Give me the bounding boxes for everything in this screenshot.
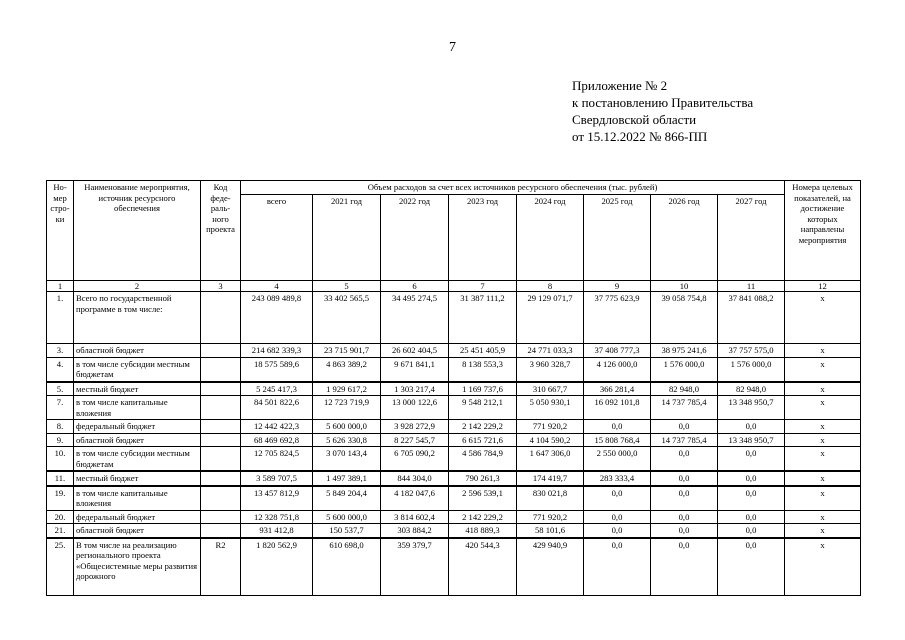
header-volume: Объем расходов за счет всех источников ресурсного обеспечения (тыс. рублей)	[241, 181, 785, 195]
table-row	[47, 447, 861, 472]
row-2022: 844 304,0	[381, 471, 449, 486]
row-number: 25.	[47, 538, 74, 596]
table-row	[47, 382, 861, 396]
appendix-line: от 15.12.2022 № 866-ПП	[572, 129, 708, 144]
row-2026: 1 576 000,0	[651, 357, 718, 382]
row-2024: 830 021,8	[517, 486, 584, 511]
row-2026: 0,0	[651, 524, 718, 538]
row-federal-code	[201, 396, 241, 420]
row-2025: 366 281,4	[584, 382, 651, 396]
row-federal-code	[201, 344, 241, 358]
row-number: 1.	[47, 292, 74, 344]
column-number: 6	[381, 280, 449, 292]
column-number: 11	[718, 280, 785, 292]
header-year: 2024 год	[517, 194, 584, 280]
row-federal-code	[201, 420, 241, 434]
row-2026: 38 975 241,6	[651, 344, 718, 358]
row-name: местный бюджет	[74, 471, 201, 486]
row-total: 13 457 812,9	[241, 486, 313, 511]
row-targets: х	[785, 524, 861, 538]
header-year: 2025 год	[584, 194, 651, 280]
column-number: 10	[651, 280, 718, 292]
row-2025: 15 808 768,4	[584, 433, 651, 447]
row-2022: 26 602 404,5	[381, 344, 449, 358]
header-name: Наименование мероприятия, источник ресурсного обеспечения	[74, 181, 201, 281]
row-2027: 0,0	[718, 420, 785, 434]
row-targets: х	[785, 486, 861, 511]
row-2025: 0,0	[584, 538, 651, 596]
row-federal-code	[201, 382, 241, 396]
table-row	[47, 538, 861, 596]
row-2027: 82 948,0	[718, 382, 785, 396]
row-number: 3.	[47, 344, 74, 358]
row-2022: 4 182 047,6	[381, 486, 449, 511]
row-2026: 39 058 754,8	[651, 292, 718, 344]
row-number: 5.	[47, 382, 74, 396]
row-2027: 0,0	[718, 538, 785, 596]
row-2022: 9 671 841,1	[381, 357, 449, 382]
row-name: в том числе капитальные вложения	[74, 486, 201, 511]
row-name: областной бюджет	[74, 344, 201, 358]
row-targets: х	[785, 292, 861, 344]
row-2021: 12 723 719,9	[313, 396, 381, 420]
row-2024: 1 647 306,0	[517, 447, 584, 472]
header-year: 2023 год	[449, 194, 517, 280]
row-2022: 13 000 122,6	[381, 396, 449, 420]
row-name: в том числе субсидии местным бюджетам	[74, 357, 201, 382]
row-name: местный бюджет	[74, 382, 201, 396]
column-number: 12	[785, 280, 861, 292]
row-2023: 25 451 405,9	[449, 344, 517, 358]
row-name: областной бюджет	[74, 524, 201, 538]
row-name: В том числе на реализацию регионального проекта «Общесистемные меры развития дорожного	[74, 538, 201, 596]
header-year: 2021 год	[313, 194, 381, 280]
row-total: 243 089 489,8	[241, 292, 313, 344]
row-federal-code	[201, 292, 241, 344]
header-year: 2026 год	[651, 194, 718, 280]
row-2023: 2 142 229,2	[449, 510, 517, 524]
row-2024: 174 419,7	[517, 471, 584, 486]
header-federal-code: Код феде-раль-ного проекта	[201, 181, 241, 281]
row-targets: х	[785, 510, 861, 524]
row-2025: 2 550 000,0	[584, 447, 651, 472]
row-2023: 790 261,3	[449, 471, 517, 486]
row-2024: 5 050 930,1	[517, 396, 584, 420]
row-2023: 2 596 539,1	[449, 486, 517, 511]
table-row	[47, 433, 861, 447]
row-2021: 5 600 000,0	[313, 420, 381, 434]
table-row	[47, 292, 861, 344]
row-2022: 6 705 090,2	[381, 447, 449, 472]
row-2024: 29 129 071,7	[517, 292, 584, 344]
row-2022: 3 928 272,9	[381, 420, 449, 434]
row-2025: 37 408 777,3	[584, 344, 651, 358]
row-targets: х	[785, 447, 861, 472]
row-2026: 0,0	[651, 538, 718, 596]
row-number: 4.	[47, 357, 74, 382]
header-year: 2022 год	[381, 194, 449, 280]
row-targets: х	[785, 433, 861, 447]
table-row	[47, 396, 861, 420]
column-number: 2	[74, 280, 201, 292]
column-number: 8	[517, 280, 584, 292]
row-2024: 310 667,7	[517, 382, 584, 396]
row-2022: 359 379,7	[381, 538, 449, 596]
row-name: в том числе субсидии местным бюджетам	[74, 447, 201, 472]
row-name: Всего по государственной программе в том числе:	[74, 292, 201, 344]
table-row	[47, 344, 861, 358]
row-targets: х	[785, 382, 861, 396]
row-2023: 418 889,3	[449, 524, 517, 538]
row-2025: 0,0	[584, 524, 651, 538]
row-number: 8.	[47, 420, 74, 434]
row-2023: 8 138 553,3	[449, 357, 517, 382]
row-2027: 37 841 088,2	[718, 292, 785, 344]
row-2021: 5 600 000,0	[313, 510, 381, 524]
header-total: всего	[241, 194, 313, 280]
row-number: 11.	[47, 471, 74, 486]
row-2024: 429 940,9	[517, 538, 584, 596]
row-2027: 13 348 950,7	[718, 433, 785, 447]
row-2025: 0,0	[584, 486, 651, 511]
row-name: в том числе капитальные вложения	[74, 396, 201, 420]
row-2025: 0,0	[584, 420, 651, 434]
row-2024: 24 771 033,3	[517, 344, 584, 358]
row-total: 1 820 562,9	[241, 538, 313, 596]
row-2025: 37 775 623,9	[584, 292, 651, 344]
row-2022: 303 884,2	[381, 524, 449, 538]
row-number: 9.	[47, 433, 74, 447]
row-federal-code	[201, 471, 241, 486]
row-2023: 6 615 721,6	[449, 433, 517, 447]
page-number: 7	[449, 40, 456, 55]
row-2021: 610 698,0	[313, 538, 381, 596]
row-2024: 771 920,2	[517, 510, 584, 524]
row-total: 68 469 692,8	[241, 433, 313, 447]
table-row	[47, 486, 861, 511]
row-2027: 0,0	[718, 524, 785, 538]
column-number: 7	[449, 280, 517, 292]
row-2021: 150 537,7	[313, 524, 381, 538]
row-2021: 5 626 330,8	[313, 433, 381, 447]
column-number: 1	[47, 280, 74, 292]
table-row	[47, 471, 861, 486]
row-2024: 4 104 590,2	[517, 433, 584, 447]
row-2023: 1 169 737,6	[449, 382, 517, 396]
column-number: 9	[584, 280, 651, 292]
row-total: 12 328 751,8	[241, 510, 313, 524]
row-2025: 16 092 101,8	[584, 396, 651, 420]
table-row	[47, 524, 861, 538]
row-name: федеральный бюджет	[74, 420, 201, 434]
row-targets: х	[785, 420, 861, 434]
row-2022: 1 303 217,4	[381, 382, 449, 396]
row-2025: 0,0	[584, 510, 651, 524]
row-2026: 0,0	[651, 420, 718, 434]
row-2027: 13 348 950,7	[718, 396, 785, 420]
row-2026: 0,0	[651, 447, 718, 472]
row-2021: 4 863 389,2	[313, 357, 381, 382]
appendix-header	[572, 77, 753, 145]
row-2027: 37 757 575,0	[718, 344, 785, 358]
row-2022: 8 227 545,7	[381, 433, 449, 447]
row-2021: 3 070 143,4	[313, 447, 381, 472]
row-targets: х	[785, 396, 861, 420]
row-name: федеральный бюджет	[74, 510, 201, 524]
row-number: 10.	[47, 447, 74, 472]
column-number: 4	[241, 280, 313, 292]
row-2026: 0,0	[651, 471, 718, 486]
row-federal-code	[201, 447, 241, 472]
row-2023: 4 586 784,9	[449, 447, 517, 472]
row-2026: 82 948,0	[651, 382, 718, 396]
row-2025: 4 126 000,0	[584, 357, 651, 382]
table-row	[47, 510, 861, 524]
row-2024: 771 920,2	[517, 420, 584, 434]
row-2021: 33 402 565,5	[313, 292, 381, 344]
row-2026: 0,0	[651, 486, 718, 511]
column-number-row	[47, 280, 861, 292]
row-federal-code	[201, 357, 241, 382]
table-row	[47, 420, 861, 434]
table-body	[47, 292, 861, 596]
row-number: 20.	[47, 510, 74, 524]
appendix-line: Приложение № 2	[572, 78, 668, 93]
row-2023: 420 544,3	[449, 538, 517, 596]
row-2027: 0,0	[718, 447, 785, 472]
row-federal-code	[201, 486, 241, 511]
row-federal-code	[201, 433, 241, 447]
row-total: 931 412,8	[241, 524, 313, 538]
row-federal-code	[201, 524, 241, 538]
row-2022: 34 495 274,5	[381, 292, 449, 344]
row-2022: 3 814 602,4	[381, 510, 449, 524]
column-number: 3	[201, 280, 241, 292]
row-2025: 283 333,4	[584, 471, 651, 486]
row-total: 84 501 822,6	[241, 396, 313, 420]
row-2026: 14 737 785,4	[651, 433, 718, 447]
row-targets: х	[785, 344, 861, 358]
expenditure-table	[46, 180, 861, 596]
row-2027: 0,0	[718, 471, 785, 486]
row-name: областной бюджет	[74, 433, 201, 447]
row-total: 12 705 824,5	[241, 447, 313, 472]
row-targets: х	[785, 538, 861, 596]
row-2023: 9 548 212,1	[449, 396, 517, 420]
header-year: 2027 год	[718, 194, 785, 280]
appendix-line: Свердловской области	[572, 112, 697, 127]
row-2021: 1 497 389,1	[313, 471, 381, 486]
row-2024: 58 101,6	[517, 524, 584, 538]
row-targets: х	[785, 357, 861, 382]
row-2023: 2 142 229,2	[449, 420, 517, 434]
row-total: 12 442 422,3	[241, 420, 313, 434]
row-number: 7.	[47, 396, 74, 420]
row-total: 5 245 417,3	[241, 382, 313, 396]
row-federal-code: R2	[201, 538, 241, 596]
row-2027: 0,0	[718, 486, 785, 511]
row-2026: 14 737 785,4	[651, 396, 718, 420]
row-federal-code	[201, 510, 241, 524]
header-row-number: Но-мер стро-ки	[47, 181, 74, 281]
row-2021: 5 849 204,4	[313, 486, 381, 511]
appendix-line: к постановлению Правительства	[572, 95, 754, 110]
header-target-indicators: Номера целевых показателей, на достижение которых направлены мероприятия	[785, 181, 861, 281]
row-2021: 23 715 901,7	[313, 344, 381, 358]
row-total: 18 575 589,6	[241, 357, 313, 382]
column-number: 5	[313, 280, 381, 292]
table-row	[47, 357, 861, 382]
row-2021: 1 929 617,2	[313, 382, 381, 396]
row-targets: х	[785, 471, 861, 486]
row-2026: 0,0	[651, 510, 718, 524]
row-number: 19.	[47, 486, 74, 511]
row-2024: 3 960 328,7	[517, 357, 584, 382]
row-number: 21.	[47, 524, 74, 538]
row-2027: 1 576 000,0	[718, 357, 785, 382]
row-total: 214 682 339,3	[241, 344, 313, 358]
row-total: 3 589 707,5	[241, 471, 313, 486]
row-2023: 31 387 111,2	[449, 292, 517, 344]
row-2027: 0,0	[718, 510, 785, 524]
